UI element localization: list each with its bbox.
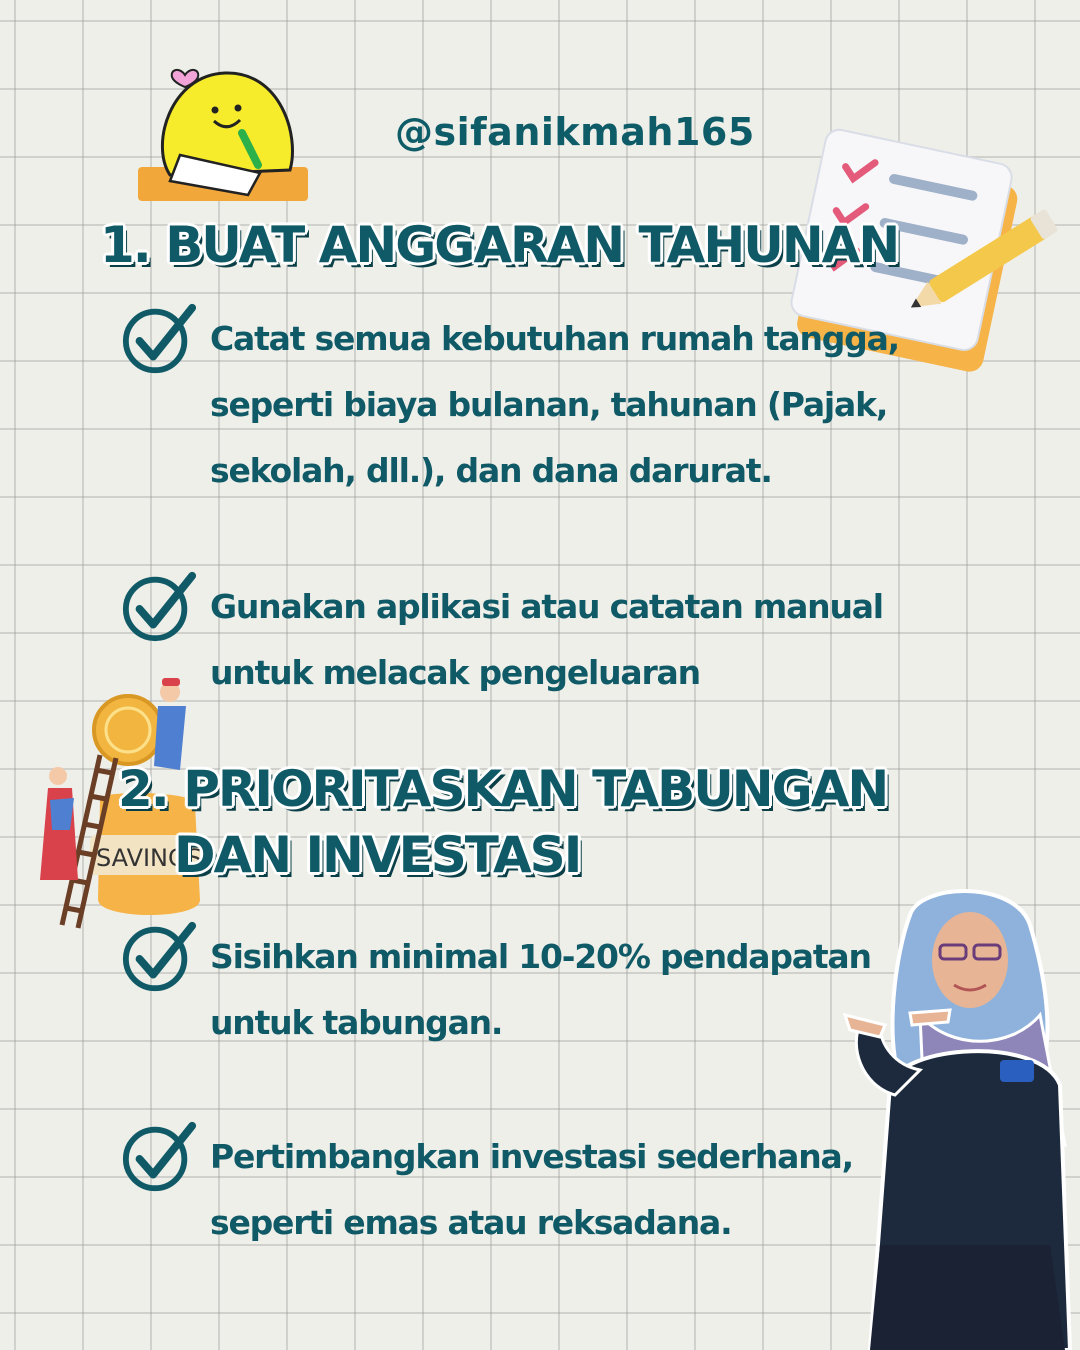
check-icon [120, 568, 198, 646]
section-2-heading-line2: DAN INVESTASI [174, 826, 581, 884]
list-item-text: Gunakan aplikasi atau catatan manual untuk melacak pengeluaran [210, 587, 883, 692]
author-handle: @sifanikmah165 [395, 110, 755, 154]
list-item-text: Pertimbangkan investasi sederhana, seperti emas atau reksadana. [210, 1137, 853, 1242]
list-item-text: Catat semua kebutuhan rumah tangga, seperti biaya bulanan, tahunan (Pajak, sekolah, dll.), dan dana darurat. [210, 319, 900, 490]
writing-mascot-illustration [130, 55, 320, 205]
savings-label: SAVINGS [96, 844, 202, 872]
section-1-heading: 1. BUAT ANGGARAN TAHUNAN [100, 216, 899, 274]
section-2-heading-line1: 2. PRIORITASKAN TABUNGAN [118, 760, 888, 818]
list-item [120, 306, 950, 504]
list-item [120, 924, 950, 1056]
section-2-heading [118, 756, 887, 888]
list-item [120, 1124, 950, 1256]
presenter-photo [840, 885, 1075, 1350]
check-icon [120, 1118, 198, 1196]
check-icon [120, 918, 198, 996]
check-icon [120, 300, 198, 378]
list-item-text: Sisihkan minimal 10-20% pendapatan untuk tabungan. [210, 937, 871, 1042]
list-item [120, 574, 950, 706]
coin-icon [94, 696, 162, 764]
